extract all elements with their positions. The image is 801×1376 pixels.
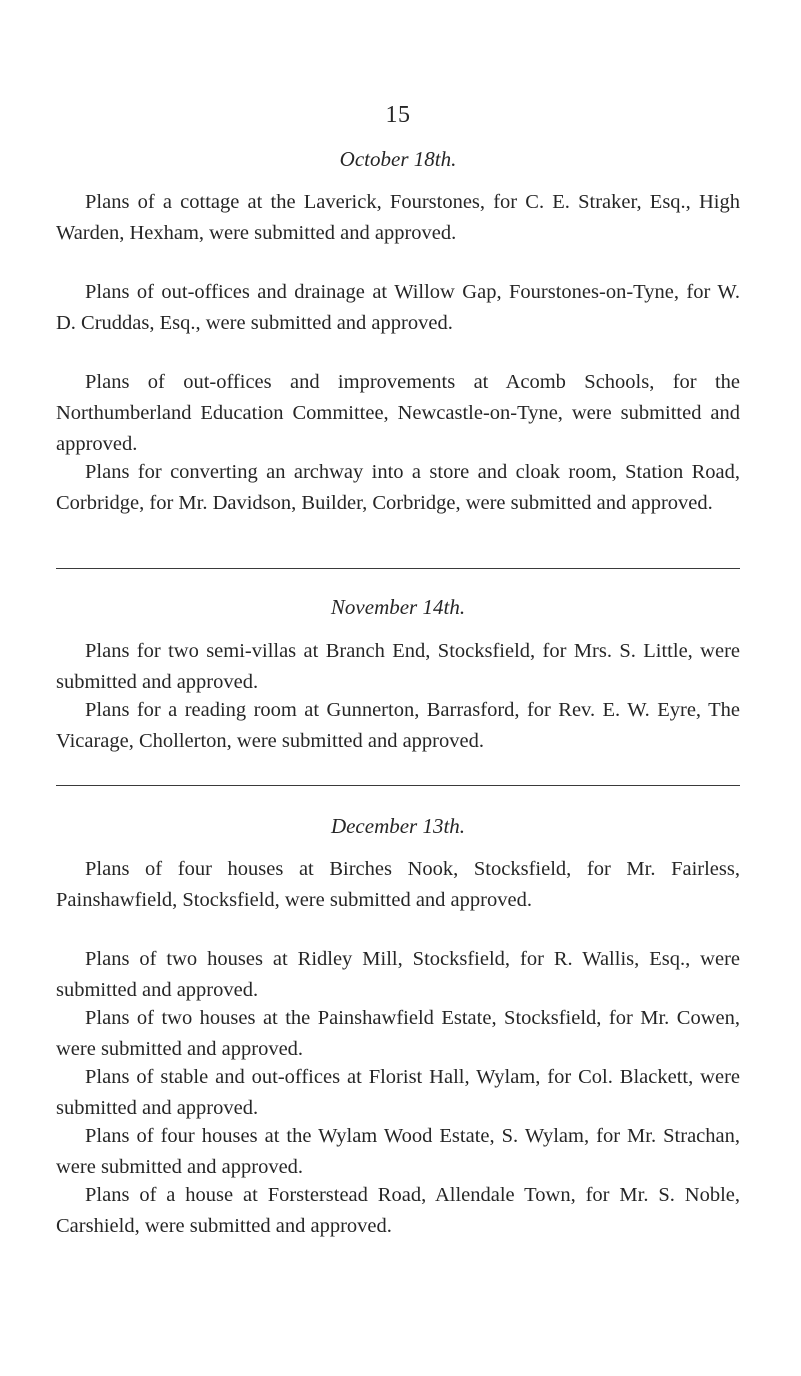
paragraph: Plans of two houses at Ridley Mill, Stocksfield, for R. Wallis, Esq., were submitted and approved.: [56, 948, 740, 1001]
paragraph: Plans for a reading room at Gunnerton, Barrasford, for Rev. E. W. Eyre, The Vicarage, Chollerton, were submitted and approved.: [56, 699, 740, 752]
section-heading-october: October 18th.: [339, 147, 457, 171]
section-divider: [56, 568, 740, 569]
paragraph: Plans of out-offices and drainage at Willow Gap, Fourstones-on-Tyne, for W. D. Cruddas, Esq., were submitted and approved.: [56, 281, 740, 334]
paragraph: Plans of four houses at Birches Nook, Stocksfield, for Mr. Fairless, Painshawfield, Stocksfield, were submitted and approved.: [56, 858, 740, 911]
section-heading-november: November 14th.: [330, 595, 466, 619]
paragraph: Plans of a house at Forsterstead Road, Allendale Town, for Mr. S. Noble, Carshield, were submitted and approved.: [56, 1184, 740, 1237]
section-divider: [56, 785, 740, 786]
paragraph: Plans of stable and out-offices at Florist Hall, Wylam, for Col. Blackett, were submitted and approved.: [56, 1066, 740, 1119]
paragraph: Plans of two houses at the Painshawfield Estate, Stocksfield, for Mr. Cowen, were submitted and approved.: [56, 1007, 740, 1060]
paragraph: Plans of four houses at the Wylam Wood Estate, S. Wylam, for Mr. Strachan, were submitted and approved.: [56, 1125, 740, 1178]
section-heading-december: December 13th.: [330, 814, 466, 838]
paragraph: Plans for converting an archway into a store and cloak room, Station Road, Corbridge, for Mr. Davidson, Builder, Corbridge, were submitted and approved.: [56, 461, 740, 514]
paragraph: Plans of a cottage at the Laverick, Fourstones, for C. E. Straker, Esq., High Warden, Hexham, were submitted and approved.: [56, 191, 740, 244]
paragraph: Plans of out-offices and improvements at Acomb Schools, for the Northumberland Education Committee, Newcastle-on-Tyne, were submitted and approved.: [56, 371, 740, 455]
paragraph: Plans for two semi-villas at Branch End, Stocksfield, for Mrs. S. Little, were submitted and approved.: [56, 640, 740, 693]
page-number: 15: [385, 102, 411, 128]
